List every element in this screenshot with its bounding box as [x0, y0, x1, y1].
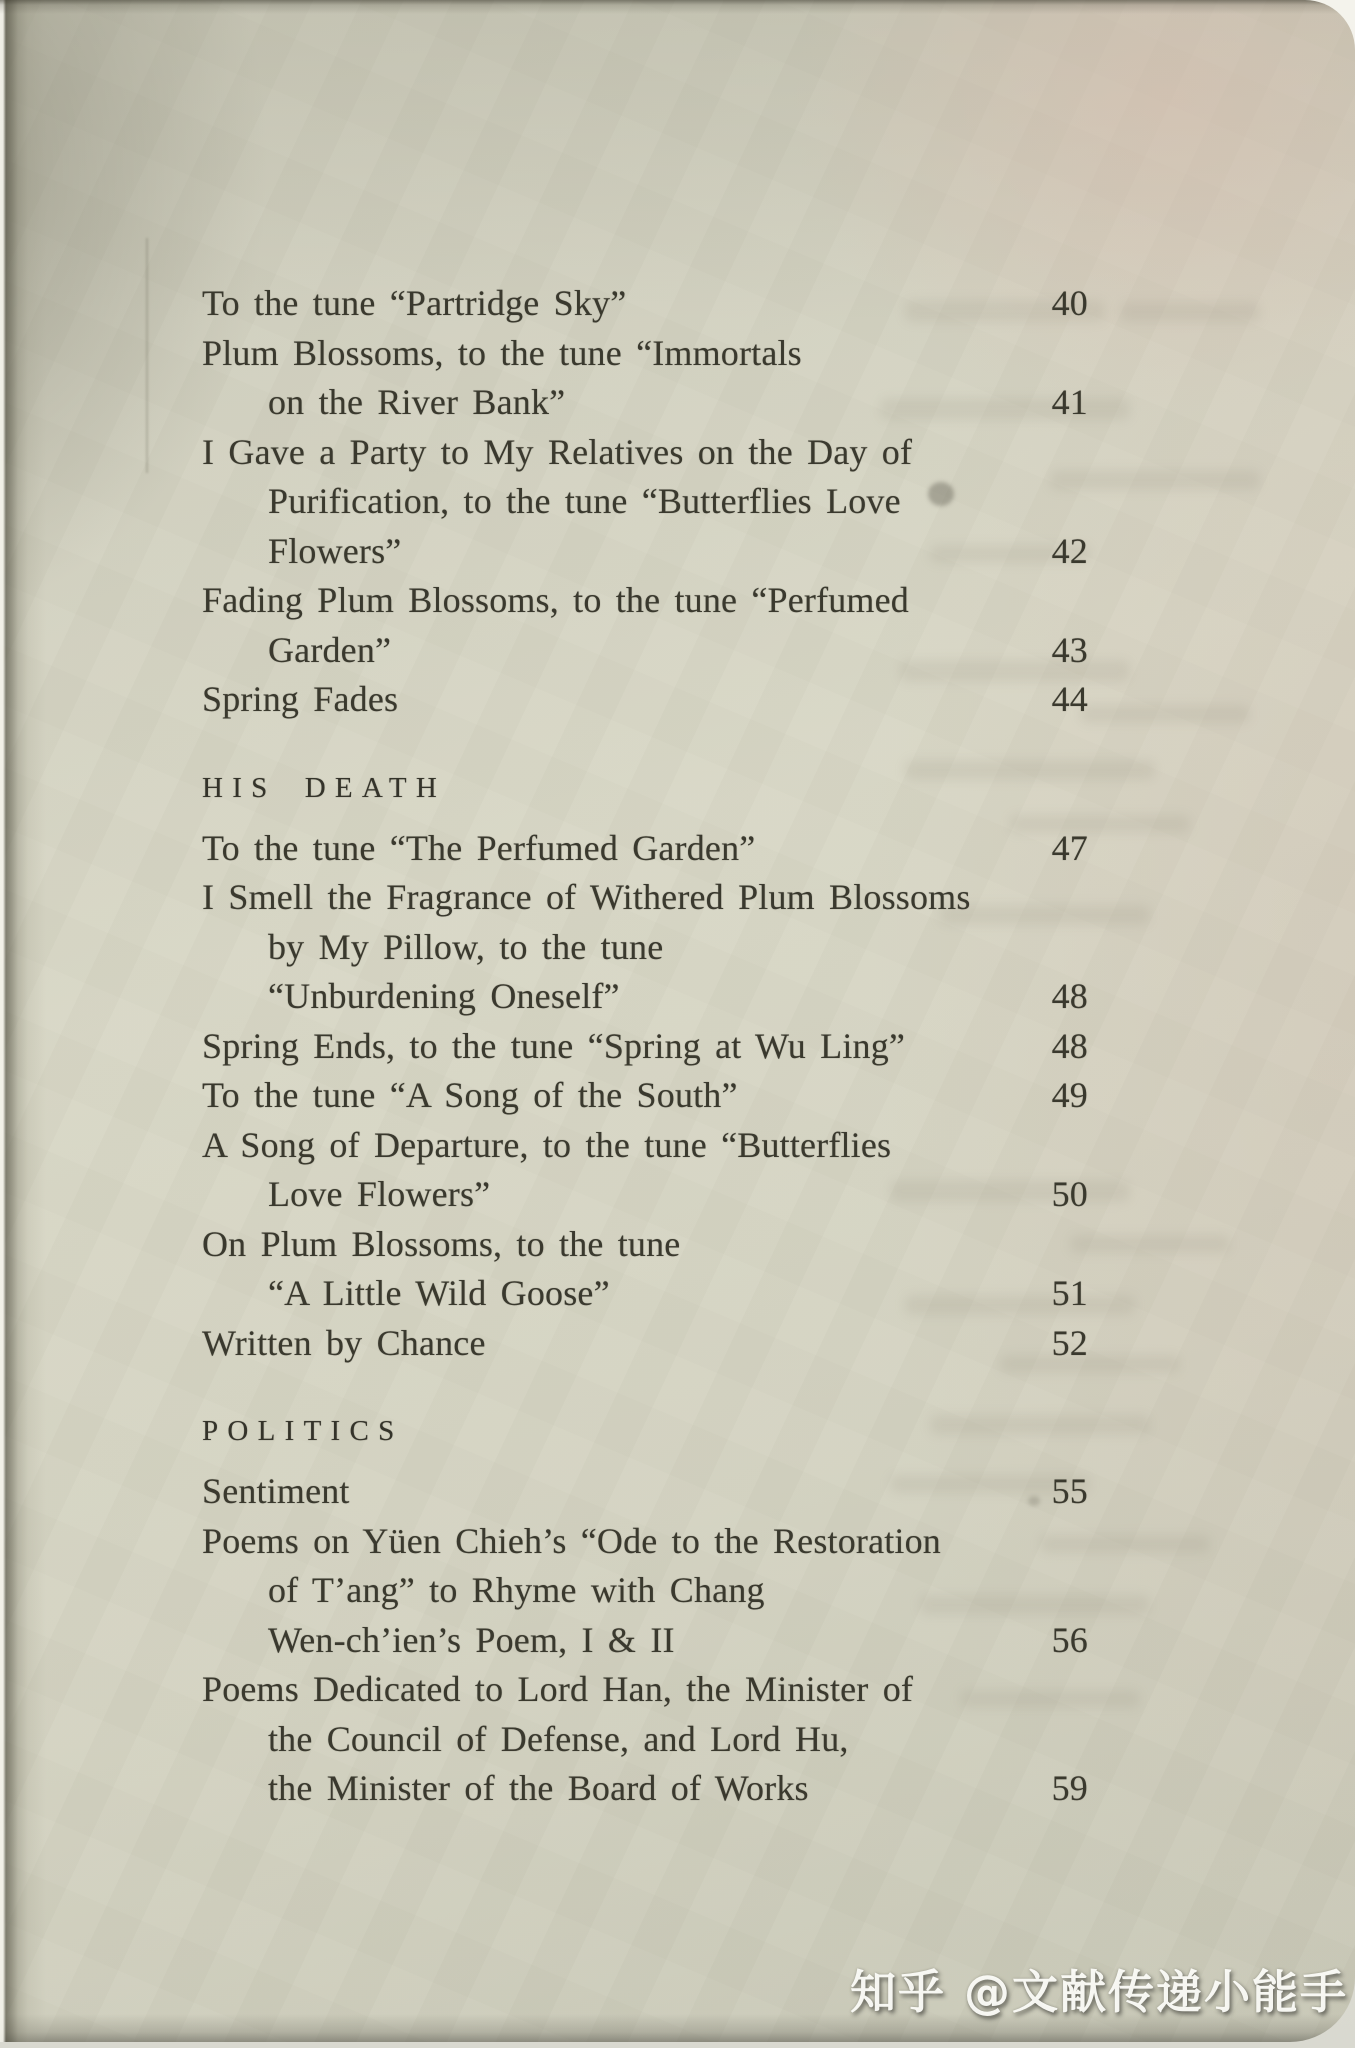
toc-line — [202, 923, 1088, 973]
toc — [202, 0, 1088, 1814]
page-number: 56 — [1051, 1619, 1088, 1660]
show-through-smudge — [1070, 1235, 1230, 1253]
toc-line — [202, 675, 1088, 725]
page-number: 41 — [1051, 382, 1088, 422]
toc-line — [202, 1071, 1088, 1121]
toc-line — [202, 329, 1088, 379]
section-heading: HIS DEATH — [202, 771, 447, 804]
toc-line — [202, 1665, 1088, 1715]
toc-entry-text: Love Flowers” — [268, 1174, 491, 1214]
toc-entry-text: of T’ang” to Rhyme with Chang — [268, 1570, 765, 1610]
page-number: 48 — [1051, 1025, 1088, 1066]
toc-entry-text: I Gave a Party to My Relatives on the Day of — [202, 431, 913, 472]
toc-entry-text: Sentiment — [202, 1471, 350, 1511]
page-number: 55 — [1051, 1471, 1088, 1511]
toc-entry-text: Written by Chance — [202, 1322, 486, 1363]
toc-line — [202, 824, 1088, 874]
toc-entry-text: Garden” — [268, 629, 392, 670]
page-number: 59 — [1051, 1768, 1088, 1808]
toc-entry-text: A Song of Departure, to the tune “Butterflies — [202, 1124, 892, 1165]
toc-entry-text: Purification, to the tune “Butterflies Love — [268, 481, 901, 521]
toc-line — [202, 1220, 1088, 1270]
toc-line — [202, 279, 1088, 329]
page-number: 49 — [1051, 1075, 1088, 1115]
toc-entry-text: Poems Dedicated to Lord Han, the Minister of — [202, 1669, 914, 1709]
toc-line — [202, 972, 1088, 1022]
watermark: 知乎 @文献传递小能手 — [849, 1965, 1348, 2019]
toc-entry-text: the Council of Defense, and Lord Hu, — [268, 1718, 849, 1759]
toc-entry-text: To the tune “The Perfumed Garden” — [202, 827, 756, 868]
toc-line — [202, 1517, 1088, 1567]
show-through-smudge — [1080, 705, 1250, 723]
section-heading: POLITICS — [202, 1415, 404, 1447]
page-number: 52 — [1051, 1322, 1088, 1363]
page-number: 43 — [1051, 629, 1088, 670]
toc-line — [202, 1566, 1088, 1616]
toc-line — [202, 1121, 1088, 1171]
page-number: 47 — [1051, 827, 1088, 868]
toc-entry-text: Fading Plum Blossoms, to the tune “Perfumed — [202, 580, 909, 620]
toc-line — [202, 1616, 1088, 1666]
toc-line — [202, 1319, 1088, 1369]
toc-entry-text: Spring Ends, to the tune “Spring at Wu Ling” — [202, 1025, 906, 1066]
toc-line — [202, 626, 1088, 676]
page-number: 44 — [1051, 679, 1088, 719]
toc-line — [202, 1022, 1088, 1072]
toc-entry-text: Spring Fades — [202, 679, 399, 719]
toc-line — [202, 1269, 1088, 1319]
show-through-smudge — [1120, 302, 1260, 322]
toc-line — [202, 477, 1088, 527]
toc-entry-text: on the River Bank” — [268, 382, 566, 422]
page-number: 40 — [1051, 283, 1088, 323]
page-number: 42 — [1051, 530, 1088, 571]
toc-entry-text: “A Little Wild Goose” — [268, 1273, 610, 1313]
toc-entry-text: “Unburdening Oneself” — [268, 976, 620, 1016]
toc-line — [202, 378, 1088, 428]
toc-line — [202, 1467, 1088, 1517]
toc-entry-text: by My Pillow, to the tune — [268, 926, 664, 967]
toc-line — [202, 1764, 1088, 1814]
toc-entry-text: Poems on Yüen Chieh’s “Ode to the Restoration — [202, 1520, 941, 1561]
toc-line — [202, 576, 1088, 626]
paper-crease — [146, 238, 148, 473]
toc-line — [202, 873, 1088, 923]
toc-line — [202, 527, 1088, 577]
toc-entry-text: the Minister of the Board of Works — [268, 1768, 809, 1808]
toc-entry-text: Wen-ch’ien’s Poem, I & II — [268, 1619, 675, 1660]
toc-line — [202, 1715, 1088, 1765]
toc-entry-text: Plum Blossoms, to the tune “Immortals — [202, 332, 802, 373]
toc-line — [202, 428, 1088, 478]
toc-entry-text: I Smell the Fragrance of Withered Plum Blossoms — [202, 877, 971, 917]
page-number: 51 — [1051, 1273, 1088, 1313]
toc-entry-text: On Plum Blossoms, to the tune — [202, 1223, 681, 1264]
toc-entry-text: Flowers” — [268, 530, 402, 571]
toc-entry-text: To the tune “Partridge Sky” — [202, 283, 627, 323]
page-number: 50 — [1051, 1174, 1088, 1214]
toc-line — [202, 1170, 1088, 1220]
toc-entry-text: To the tune “A Song of the South” — [202, 1075, 738, 1115]
page-number: 48 — [1051, 976, 1088, 1016]
